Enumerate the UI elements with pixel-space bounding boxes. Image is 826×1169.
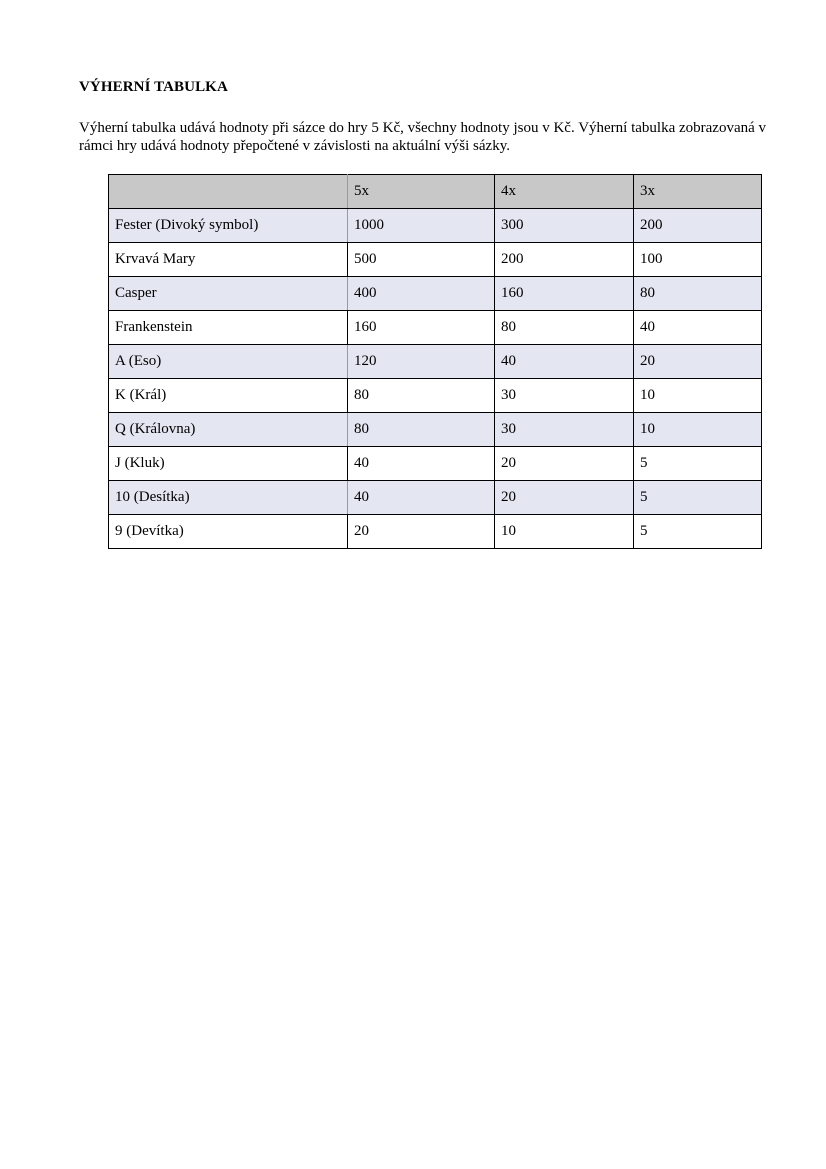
value-3x-cell: 40 (634, 311, 762, 345)
header-3x: 3x (634, 175, 762, 209)
value-5x-cell: 80 (348, 379, 495, 413)
table-row (109, 345, 762, 379)
header-symbol (109, 175, 348, 209)
value-4x-cell: 160 (495, 277, 634, 311)
value-5x-cell: 500 (348, 243, 495, 277)
value-5x-cell: 120 (348, 345, 495, 379)
value-4x-cell: 40 (495, 345, 634, 379)
value-3x-cell: 10 (634, 379, 762, 413)
symbol-cell: A (Eso) (109, 345, 348, 379)
value-4x-cell: 200 (495, 243, 634, 277)
value-3x-cell: 10 (634, 413, 762, 447)
intro-paragraph: Výherní tabulka udává hodnoty při sázce do hry 5 Kč, všechny hodnoty jsou v Kč. Výherní tabulka zobrazovaná v rámci hry udává hodnoty přepočtené v závislosti na aktuální výši sázky. (79, 120, 767, 154)
symbol-cell: 10 (Desítka) (109, 481, 348, 515)
table-row (109, 311, 762, 345)
symbol-cell: K (Král) (109, 379, 348, 413)
value-3x-cell: 5 (634, 481, 762, 515)
symbol-cell: Casper (109, 277, 348, 311)
table-header-row (109, 175, 762, 209)
value-5x-cell: 1000 (348, 209, 495, 243)
value-4x-cell: 20 (495, 447, 634, 481)
page-title: VÝHERNÍ TABULKA (79, 79, 228, 95)
symbol-cell: Q (Královna) (109, 413, 348, 447)
value-5x-cell: 400 (348, 277, 495, 311)
table-row (109, 413, 762, 447)
value-5x-cell: 20 (348, 515, 495, 549)
symbol-cell: Frankenstein (109, 311, 348, 345)
table-row (109, 515, 762, 549)
value-5x-cell: 40 (348, 447, 495, 481)
value-5x-cell: 40 (348, 481, 495, 515)
table-row (109, 379, 762, 413)
value-3x-cell: 20 (634, 345, 762, 379)
value-3x-cell: 80 (634, 277, 762, 311)
symbol-cell: 9 (Devítka) (109, 515, 348, 549)
header-5x: 5x (348, 175, 495, 209)
table-row (109, 447, 762, 481)
value-3x-cell: 5 (634, 515, 762, 549)
value-4x-cell: 20 (495, 481, 634, 515)
value-5x-cell: 80 (348, 413, 495, 447)
header-4x: 4x (495, 175, 634, 209)
value-5x-cell: 160 (348, 311, 495, 345)
table-row (109, 243, 762, 277)
table-row (109, 209, 762, 243)
symbol-cell: Krvavá Mary (109, 243, 348, 277)
table-row (109, 481, 762, 515)
payout-table (108, 174, 762, 549)
value-4x-cell: 300 (495, 209, 634, 243)
value-4x-cell: 30 (495, 413, 634, 447)
value-3x-cell: 5 (634, 447, 762, 481)
symbol-cell: J (Kluk) (109, 447, 348, 481)
value-3x-cell: 100 (634, 243, 762, 277)
value-3x-cell: 200 (634, 209, 762, 243)
value-4x-cell: 80 (495, 311, 634, 345)
symbol-cell: Fester (Divoký symbol) (109, 209, 348, 243)
table-row (109, 277, 762, 311)
value-4x-cell: 30 (495, 379, 634, 413)
value-4x-cell: 10 (495, 515, 634, 549)
